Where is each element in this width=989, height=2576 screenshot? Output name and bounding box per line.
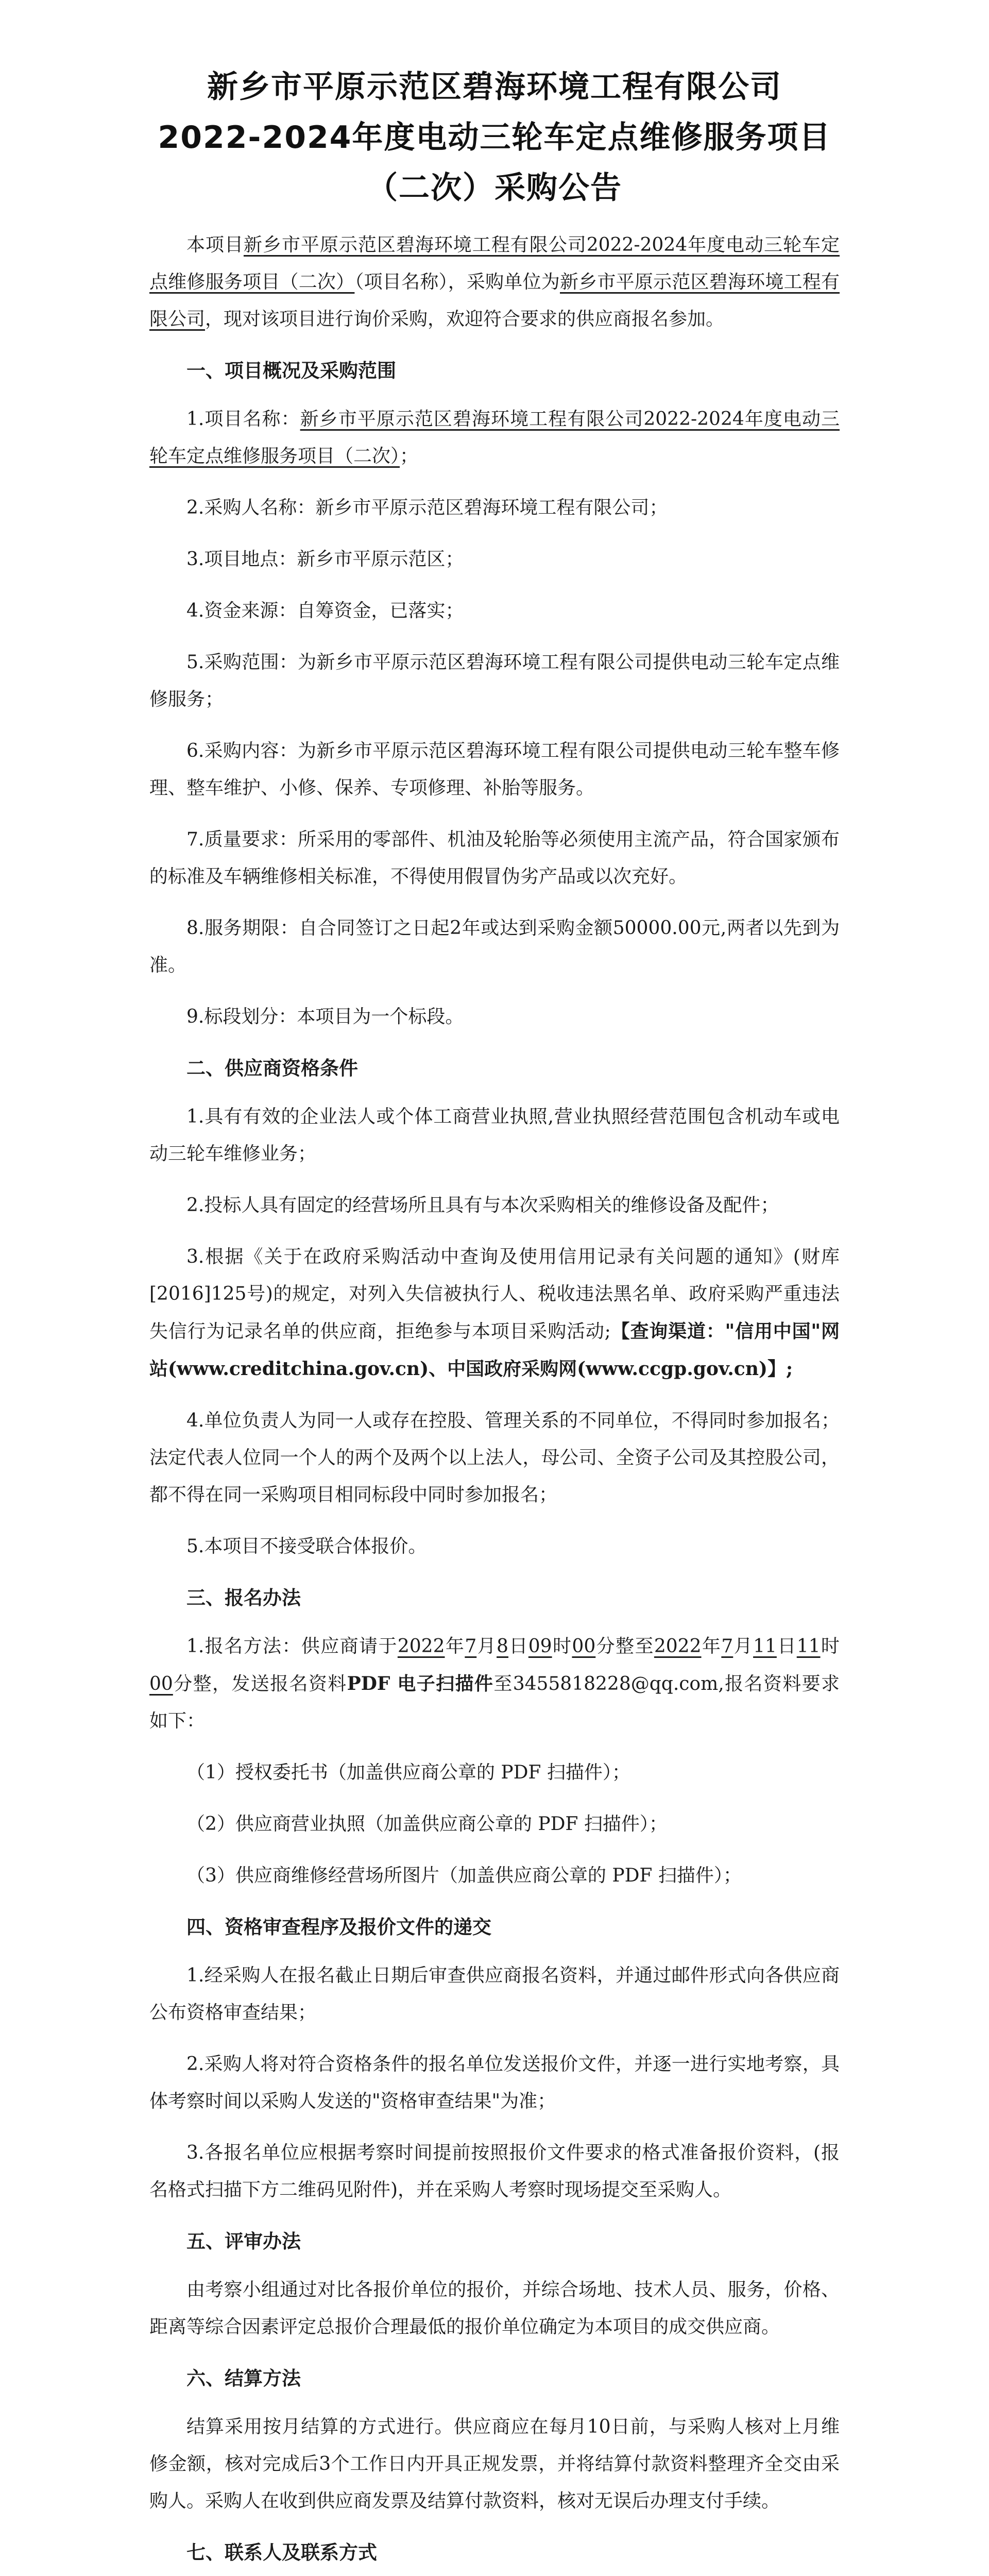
section-5-body: 由考察小组通过对比各报价单位的报价，并综合场地、技术人员、服务，价格、距离等综合因素评定总报价合理最低的报价单位确定为本项目的成交供应商。 — [149, 2279, 840, 2337]
end-month: 7 — [721, 1636, 734, 1657]
reg-text: 年 — [445, 1636, 465, 1657]
end-year: 2022 — [654, 1636, 702, 1657]
reg-text: 月 — [476, 1636, 497, 1657]
section-5-heading: 五、评审办法 — [186, 2230, 301, 2252]
reg-text: 1.报名方法：供应商请于 — [186, 1636, 398, 1657]
intro-text-2: （项目名称），采购单位为 — [354, 272, 560, 293]
reg-text: 日 — [776, 1636, 797, 1657]
section-4-item-1: 1.经采购人在报名截止日期后审查供应商报名资料，并通过邮件形式向各供应商公布资格审查结果； — [149, 1965, 840, 2023]
section-6-heading: 六、结算方法 — [186, 2367, 301, 2389]
intro-buyer: 新乡市平原示范区碧海环境工程有限公司 — [149, 272, 840, 330]
start-hour: 09 — [528, 1636, 552, 1657]
section-1-item-9: 9.标段划分：本项目为一个标段。 — [186, 1006, 464, 1027]
section-6-body: 结算采用按月结算的方式进行。供应商应在每月10日前，与采购人核对上月维修金额，核对完成后3个工作日内开具正规发票，并将结算付款资料整理齐全交由采购人。采购人在收到供应商发票及结算付款资料，核对无误后办理支付手续。 — [149, 2416, 840, 2512]
item-1-suffix: ； — [400, 446, 419, 467]
title-line-1: 新乡市平原示范区碧海环境工程有限公司 — [207, 69, 782, 105]
section-1-item-5: 5.采购范围：为新乡市平原示范区碧海环境工程有限公司提供电动三轮车定点维修服务； — [149, 652, 840, 710]
section-3-sub-1: （1）授权委托书（加盖供应商公章的 PDF 扫描件）； — [186, 1762, 630, 1783]
reg-text: 日 — [508, 1636, 528, 1657]
section-1-item-6: 6.采购内容：为新乡市平原示范区碧海环境工程有限公司提供电动三轮车整车修理、整车维护、小修、保养、专项修理、补胎等服务。 — [149, 740, 840, 799]
item-1-project-name: 新乡市平原示范区碧海环境工程有限公司2022-2024年度电动三轮车定点维修服务项目（二次） — [149, 409, 840, 467]
section-2-item-2: 2.投标人具有固定的经营场所且具有与本次采购相关的维修设备及配件； — [186, 1195, 779, 1216]
section-2-item-1: 1.具有有效的企业法人或个体工商营业执照,营业执照经营范围包含机动车或电动三轮车维修业务； — [149, 1106, 840, 1164]
section-4-item-3: 3.各报名单位应根据考察时间提前按照报价文件要求的格式准备报价资料，(报名格式扫描下方二维码见附件)，并在采购人考察时现场提交至采购人。 — [149, 2142, 840, 2200]
reg-email-text: 至3455818228@qq.com,报名资料要求如下： — [149, 1673, 840, 1732]
reg-text: 分整，发送报名资料 — [173, 1673, 347, 1694]
section-2-item-3 — [149, 1239, 840, 1388]
reg-text: 年 — [701, 1636, 722, 1657]
end-hour: 11 — [796, 1636, 821, 1657]
section-3-sub-2: （2）供应商营业执照（加盖供应商公章的 PDF 扫描件）； — [186, 1814, 668, 1835]
start-minute: 00 — [572, 1636, 596, 1657]
section-2-heading: 二、供应商资格条件 — [186, 1057, 358, 1079]
section-1-item-2: 2.采购人名称：新乡市平原示范区碧海环境工程有限公司； — [186, 497, 668, 518]
section-1-item-3: 3.项目地点：新乡市平原示范区； — [186, 549, 464, 570]
item-3-query-channels: 【查询渠道："信用中国"网站(www.creditchina.gov.cn)、中国政府采购网(www.ccgp.gov.cn)】; — [149, 1320, 840, 1380]
section-3-sub-3: （3）供应商维修经营场所图片（加盖供应商公章的 PDF 扫描件）； — [186, 1865, 742, 1886]
section-3-heading: 三、报名办法 — [186, 1587, 301, 1609]
pdf-scan-note: PDF 电子扫描件 — [347, 1673, 494, 1694]
section-3-item-1 — [149, 1628, 840, 1740]
section-4-heading: 四、资格审查程序及报价文件的递交 — [186, 1916, 491, 1938]
start-year: 2022 — [397, 1636, 445, 1657]
section-2-item-5: 5.本项目不接受联合体报价。 — [186, 1536, 427, 1557]
start-month: 7 — [465, 1636, 477, 1657]
reg-text: 月 — [733, 1636, 754, 1657]
section-4-item-2: 2.采购人将对符合资格条件的报名单位发送报价文件，并逐一进行实地考察，具体考察时间以采购人发送的"资格审查结果"为准； — [149, 2054, 840, 2112]
item-3-text: 3.根据《关于在政府采购活动中查询及使用信用记录有关问题的通知》(财库[2016]125号)的规定，对列入失信被执行人、税收违法黑名单、政府采购严重违法失信行为记录名单的供应商，拒绝参与本项目采购活动; — [149, 1246, 840, 1342]
section-1-item-8: 8.服务期限：自合同签订之日起2年或达到采购金额50000.00元,两者以先到为准。 — [149, 918, 840, 976]
reg-text: 时 — [820, 1636, 840, 1657]
end-day: 11 — [753, 1636, 777, 1657]
document-title — [149, 62, 840, 213]
intro-project-name: 新乡市平原示范区碧海环境工程有限公司2022-2024年度电动三轮车定点维修服务项目（二次） — [149, 234, 840, 293]
start-day: 8 — [497, 1636, 508, 1657]
intro-text-3: ，现对该项目进行询价采购，欢迎符合要求的供应商报名参加。 — [205, 309, 725, 330]
title-line-3: （二次）采购公告 — [367, 170, 622, 206]
section-7-heading: 七、联系人及联系方式 — [186, 2541, 377, 2564]
section-1-item-1 — [149, 401, 840, 475]
intro-paragraph — [149, 227, 840, 338]
title-line-2: 2022-2024年度电动三轮车定点维修服务项目 — [158, 120, 831, 156]
intro-text-1: 本项目 — [186, 234, 244, 256]
section-1-item-4: 4.资金来源：自筹资金，已落实； — [186, 600, 464, 621]
item-1-prefix: 1.项目名称： — [186, 409, 300, 430]
reg-text: 分整至 — [595, 1636, 654, 1657]
reg-text: 时 — [552, 1636, 572, 1657]
section-2-item-4: 4.单位负责人为同一人或存在控股、管理关系的不同单位，不得同时参加报名；法定代表人位同一个人的两个及两个以上法人，母公司、全资子公司及其控股公司，都不得在同一采购项目相同标段中同时参加报名； — [149, 1410, 840, 1505]
end-minute: 00 — [149, 1673, 173, 1694]
section-1-heading: 一、项目概况及采购范围 — [186, 360, 396, 382]
section-1-item-7: 7.质量要求：所采用的零部件、机油及轮胎等必须使用主流产品，符合国家颁布的标准及车辆维修相关标准，不得使用假冒伪劣产品或以次充好。 — [149, 829, 840, 887]
